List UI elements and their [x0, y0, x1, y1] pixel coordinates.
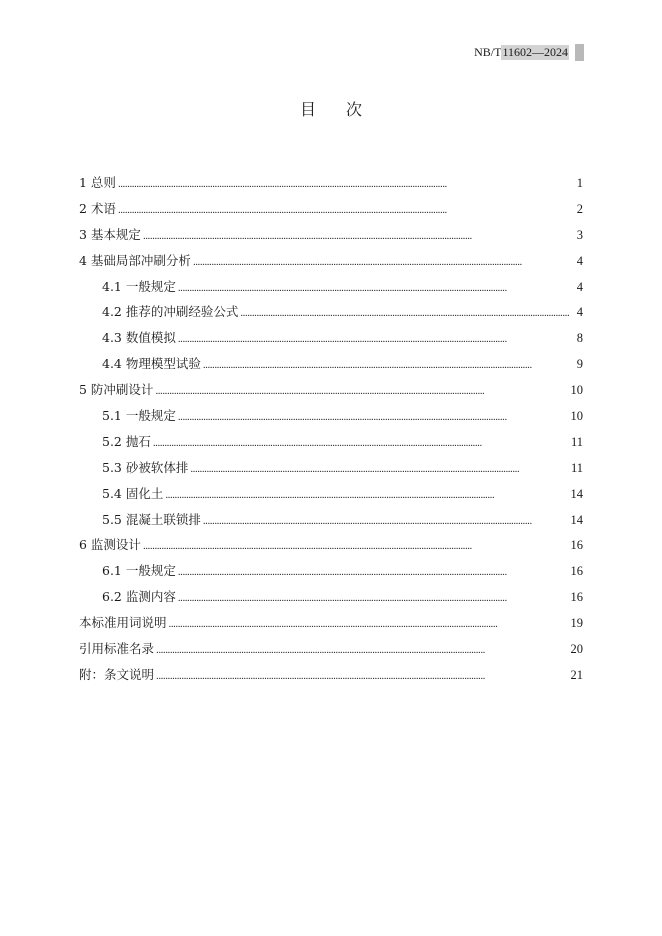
toc-entry-page: 4: [576, 305, 583, 320]
toc-entry[interactable]: [79, 299, 583, 325]
toc-entry-label: 2 术语: [79, 200, 116, 216]
toc-dot-leader: [178, 327, 575, 353]
toc-entry-label: 1 总则: [79, 175, 116, 190]
standard-number-header: [474, 44, 584, 61]
standard-number: 11602—2024: [502, 45, 568, 59]
toc-entry-page: 16: [570, 590, 583, 605]
toc-dot-leader: [178, 405, 569, 431]
toc-entry[interactable]: [79, 170, 583, 196]
toc-entry-page: 11: [570, 460, 583, 475]
toc-entry-page: 9: [576, 357, 583, 372]
toc-entry-label: 4 基础局部冲刷分析: [79, 252, 191, 268]
toc-entry-page: 21: [570, 667, 583, 682]
toc-dot-leader: [153, 431, 569, 457]
toc-dot-leader: [156, 664, 568, 690]
toc-entry-label: 6.2 监测内容: [102, 589, 176, 605]
toc-entry-label: 5.1 一般规定: [102, 408, 176, 424]
toc-entry[interactable]: [79, 429, 583, 455]
toc-dot-leader: [203, 509, 569, 535]
toc-entry-page: 11: [570, 434, 583, 449]
toc-entry-label: 5.4 固化土: [102, 485, 164, 501]
toc-dot-leader: [118, 198, 575, 224]
toc-dot-leader: [178, 560, 569, 586]
toc-entry-page: 19: [570, 616, 583, 631]
toc-dot-leader: [165, 483, 568, 509]
toc-entry-label: 本标准用词说明: [79, 615, 167, 631]
toc-entry-label: 4.1 一般规定: [102, 278, 176, 294]
toc-entry-page: 4: [576, 279, 583, 294]
toc-entry[interactable]: [79, 481, 583, 507]
toc-entry[interactable]: [79, 222, 583, 248]
toc-entry[interactable]: [79, 662, 583, 688]
toc-entry-label: 6.1 一般规定: [102, 563, 176, 579]
toc-dot-leader: [143, 224, 575, 250]
toc-entry[interactable]: [79, 377, 583, 403]
toc-dot-leader: [156, 638, 568, 664]
toc-dot-leader: [240, 301, 574, 327]
toc-entry-label: 4.3 数值模拟: [102, 330, 176, 346]
toc-entry-page: 14: [570, 486, 583, 501]
toc-entry[interactable]: [79, 248, 583, 274]
toc-entry-label: 4.2 推荐的冲刷经验公式: [102, 304, 239, 320]
toc-entry-page: 16: [570, 564, 583, 579]
table-of-contents: [79, 170, 583, 688]
toc-entry[interactable]: [79, 610, 583, 636]
toc-entry[interactable]: [79, 636, 583, 662]
toc-entry[interactable]: [79, 274, 583, 300]
toc-entry-page: 20: [570, 642, 583, 657]
toc-entry-page: 3: [576, 227, 583, 242]
toc-entry-page: 16: [570, 538, 583, 553]
toc-entry-page: 8: [576, 331, 583, 346]
toc-entry-page: 2: [576, 201, 583, 216]
toc-dot-leader: [190, 457, 569, 483]
toc-entry-label: 3 基本规定: [79, 226, 141, 242]
toc-entry-label: 引用标准名录: [79, 641, 155, 657]
toc-entry[interactable]: [79, 584, 583, 610]
toc-dot-leader: [203, 353, 575, 379]
page-title: 目次: [299, 100, 392, 119]
toc-dot-leader: [143, 534, 569, 560]
header-gray-mark: [575, 44, 584, 61]
standard-prefix: NB/T: [474, 45, 502, 59]
toc-entry-page: 4: [576, 253, 583, 268]
toc-entry-page: 10: [570, 409, 583, 424]
toc-entry[interactable]: [79, 351, 583, 377]
toc-entry[interactable]: [79, 507, 583, 533]
toc-dot-leader: [155, 379, 568, 405]
toc-entry-page: 14: [570, 512, 583, 527]
toc-dot-leader: [118, 172, 575, 198]
toc-entry-page: 1: [576, 176, 583, 190]
toc-dot-leader: [169, 612, 569, 638]
toc-dot-leader: [178, 586, 569, 612]
toc-entry-label: 4.4 物理模型试验: [102, 356, 201, 372]
toc-entry[interactable]: [79, 558, 583, 584]
toc-entry-label: 5.5 混凝土联锁排: [102, 511, 201, 527]
toc-entry-page: 10: [570, 383, 583, 398]
toc-entry-label: 6 监测设计: [79, 537, 141, 553]
toc-entry-label: 5 防冲刷设计: [79, 382, 154, 398]
toc-entry-label: 附：条文说明: [79, 666, 155, 682]
toc-entry[interactable]: [79, 455, 583, 481]
toc-dot-leader: [193, 250, 575, 276]
toc-dot-leader: [178, 276, 575, 302]
toc-entry-label: 5.2 抛石: [102, 433, 151, 449]
toc-entry[interactable]: [79, 532, 583, 558]
toc-entry[interactable]: [79, 325, 583, 351]
toc-entry[interactable]: [79, 403, 583, 429]
toc-entry-label: 5.3 砂被软体排: [102, 459, 189, 475]
toc-entry[interactable]: [79, 196, 583, 222]
